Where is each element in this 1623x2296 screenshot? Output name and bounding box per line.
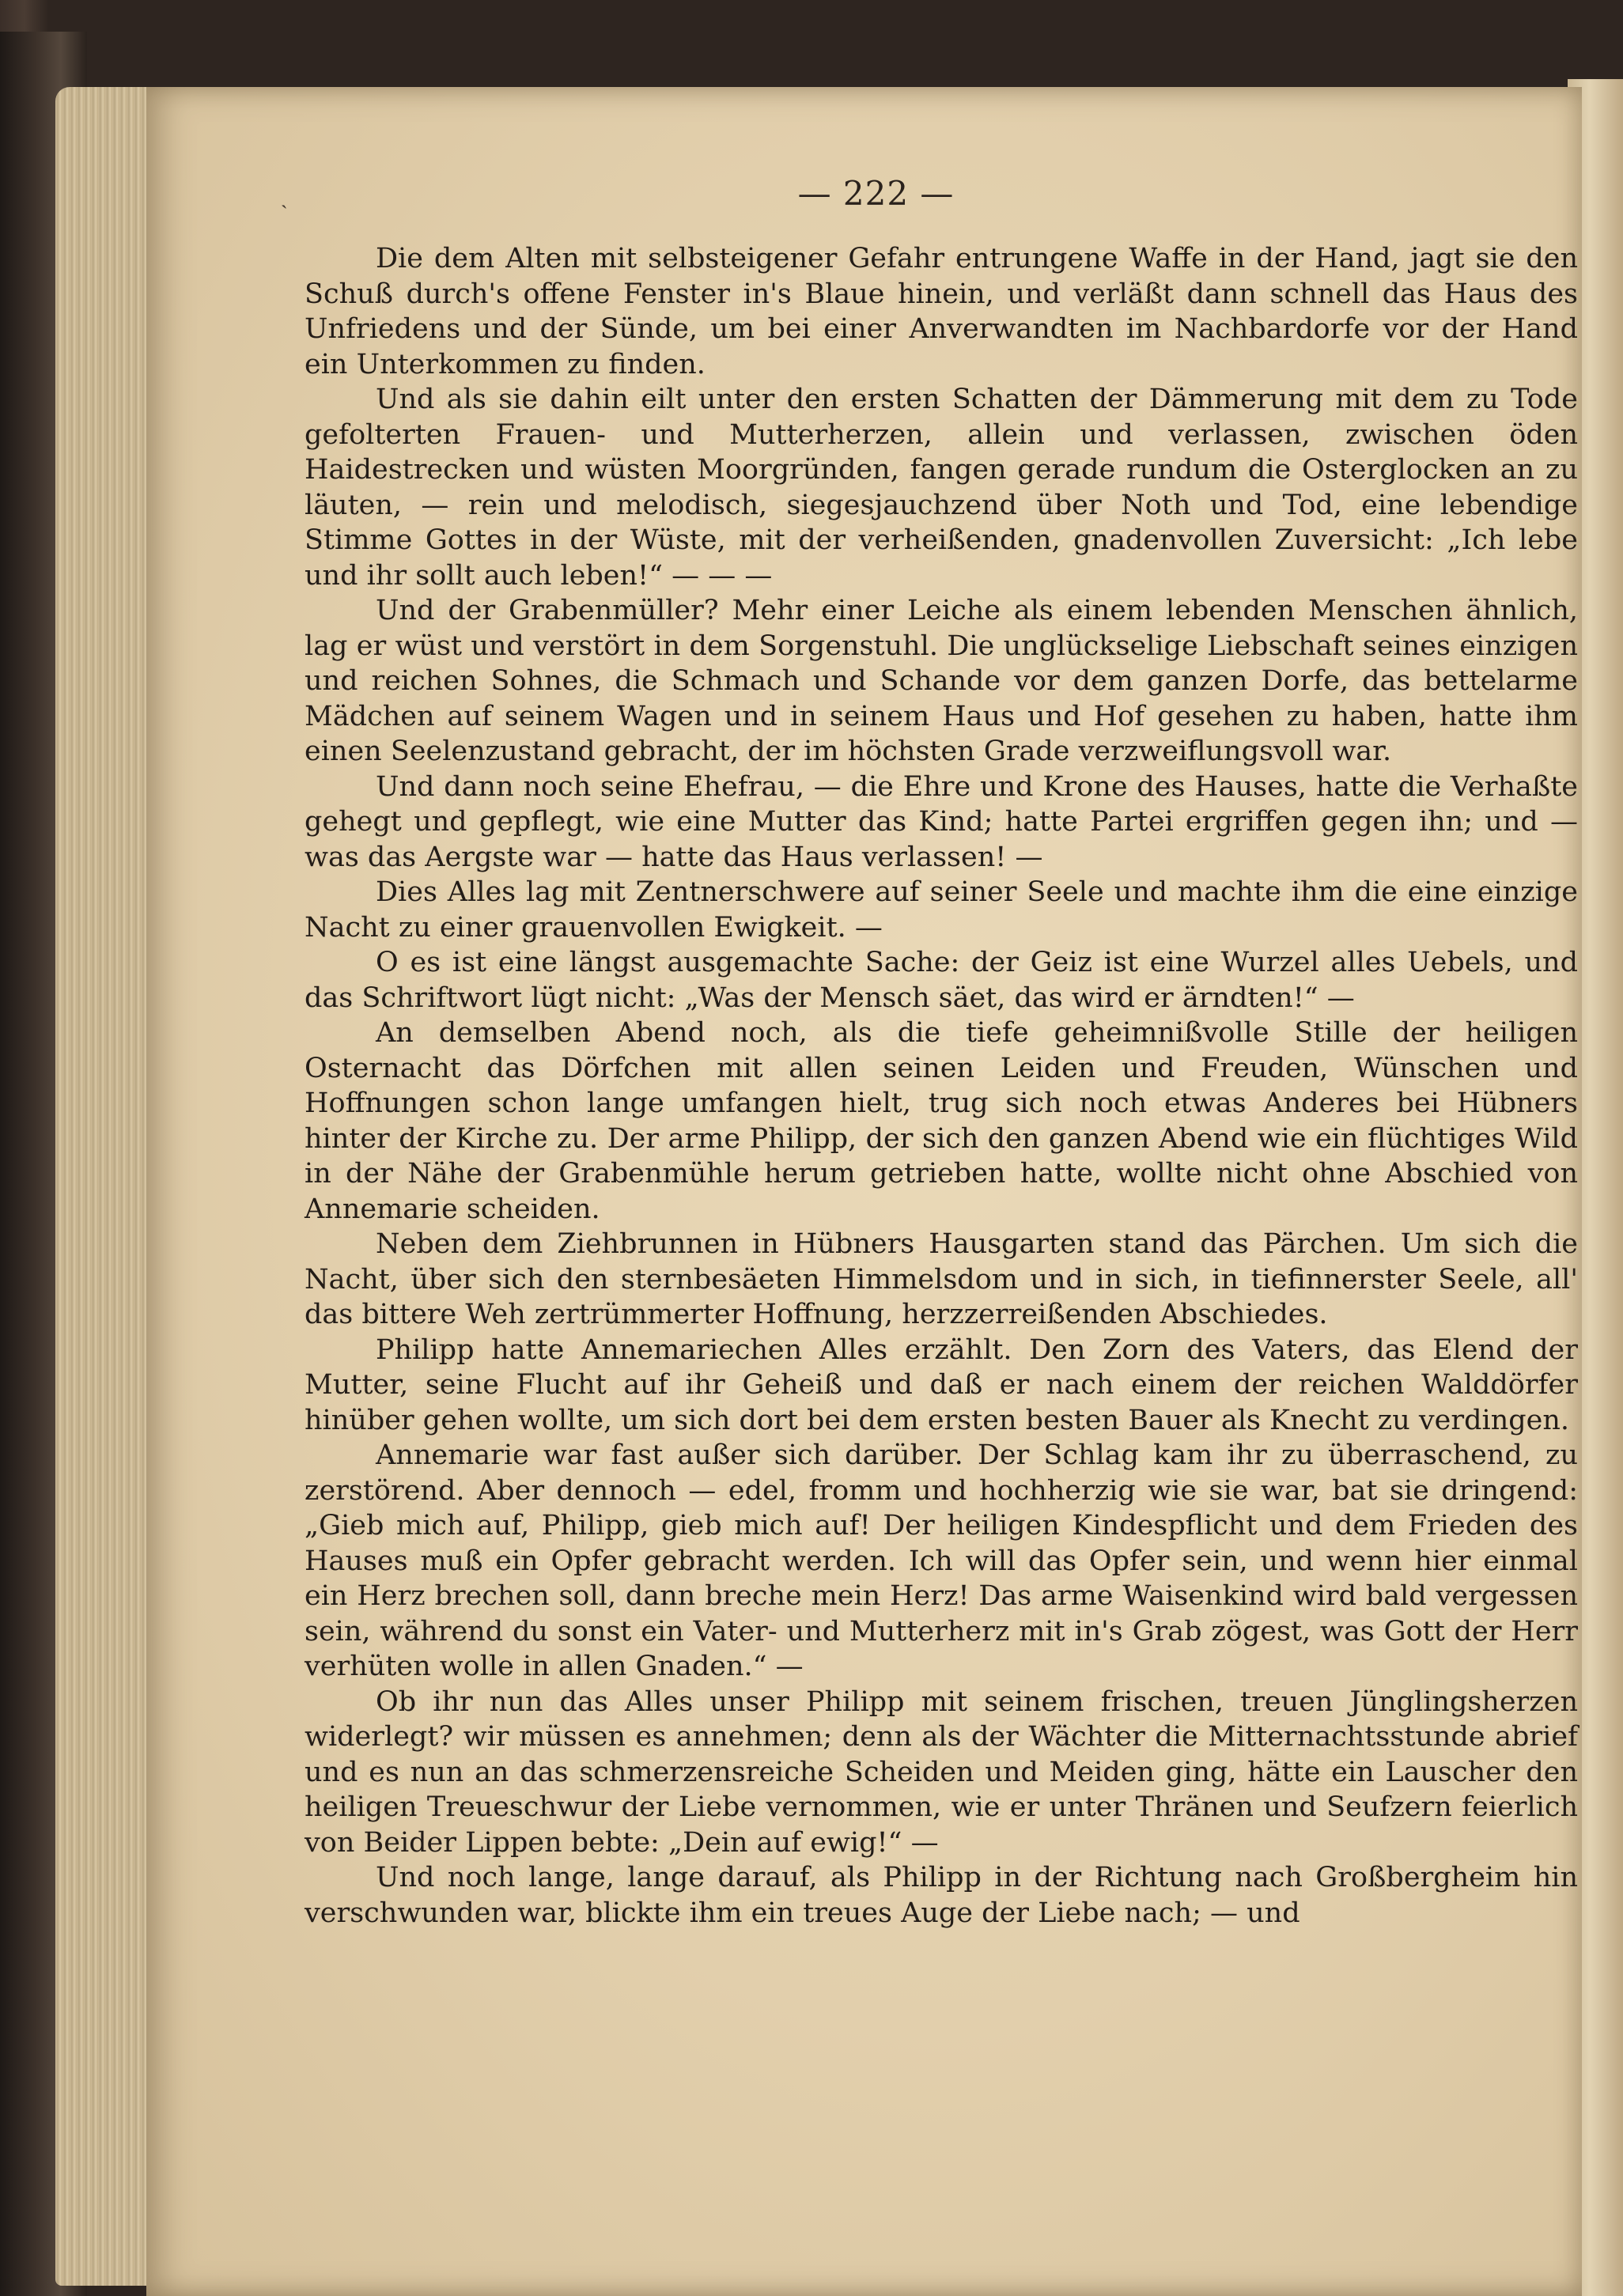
paragraph: Ob ihr nun das Alles unser Philipp mit seinem frischen, treuen Jünglingsherzen widerlegt? wir müssen es annehmen; denn als der Wächter die Mitternachtsstunde abrief und es nun an das schmerzensreiche Scheiden und Meiden ging, hätte ein Lauscher den heiligen Treueschwur der Liebe vernommen, wie er unter Thränen und Seufzern feierlich von Beider Lippen bebte: „Dein auf ewig!“ — (305, 1685, 1578, 1859)
paragraph: Annemarie war fast außer sich darüber. Der Schlag kam ihr zu überraschend, zu zerstörend. Aber dennoch — edel, fromm und hochherzig wie sie war, bat sie dringend: „Gieb mich auf, Philipp, gieb mich auf! Der heiligen Kindespflicht und dem Frieden des Hauses muß ein Opfer gebracht werden. Ich will das Opfer sein, und wenn hier einmal ein Herz brechen soll, dann breche mein Herz! Das arme Waisenkind wird bald vergessen sein, während du sonst ein Vater- und Mutterherz mit in's Grab zögest, was Gott der Herr verhüten wolle in allen Gnaden.“ — (305, 1439, 1578, 1682)
page-text (305, 241, 1578, 1931)
paragraph: Und dann noch seine Ehefrau, — die Ehre und Krone des Hauses, hatte die Verhaßte gehegt und gepflegt, wie eine Mutter das Kind; hatte Partei ergriffen gegen ihn; und — was das Aergste war — hatte das Haus verlassen! — (305, 770, 1578, 873)
paragraph: Philipp hatte Annemariechen Alles erzählt. Den Zorn des Vaters, das Elend der Mutter, seine Flucht auf ihr Geheiß und daß er nach einem der reichen Walddörfer hinüber gehen wollte, um sich dort bei dem ersten besten Bauer als Knecht zu verdingen. (305, 1333, 1578, 1436)
paragraph: Und der Grabenmüller? Mehr einer Leiche als einem lebenden Menschen ähnlich, lag er wüst und verstört in dem Sorgenstuhl. Die unglückselige Liebschaft seines einzigen und reichen Sohnes, die Schmach und Schande vor dem ganzen Dorfe, das bettelarme Mädchen auf seinem Wagen und in seinem Haus und Hof gesehen zu haben, hatte ihm einen Seelenzustand gebracht, der im höchsten Grade verzweiflungsvoll war. (305, 595, 1578, 767)
paragraph: O es ist eine längst ausgemachte Sache: der Geiz ist eine Wurzel alles Uebels, und das Schriftwort lügt nicht: „Was der Mensch säet, das wird er ärndten!“ — (305, 947, 1578, 1014)
book-page (146, 87, 1582, 2296)
paragraph: Und noch lange, lange darauf, als Philipp in der Richtung nach Großbergheim hin verschwunden war, blickte ihm ein treues Auge der Liebe nach; — und (305, 1862, 1578, 1929)
paragraph: Dies Alles lag mit Zentnerschwere auf seiner Seele und machte ihm die eine einzige Nacht zu einer grauenvollen Ewigkeit. — (305, 876, 1578, 944)
page-number: — 222 — (797, 174, 955, 213)
paragraph: Die dem Alten mit selbsteigener Gefahr entrungene Waffe in der Hand, jagt sie den Schuß durch's offene Fenster in's Blaue hinein, und verläßt dann schnell das Haus des Unfriedens und der Sünde, um bei einer Anverwandten im Nachbardorfe vor der Hand ein Unterkommen zu finden. (305, 243, 1578, 380)
paragraph: An demselben Abend noch, als die tiefe geheimnißvolle Stille der heiligen Osternacht das Dörfchen mit allen seinen Leiden und Freuden, Wünschen und Hoffnungen schon lange umfangen hielt, trug sich noch etwas Anderes bei Hübners hinter der Kirche zu. Der arme Philipp, der sich den ganzen Abend wie ein flüchtiges Wild in der Nähe der Grabenmühle herum getrieben hatte, wollte nicht ohne Abschied von Annemarie scheiden. (305, 1017, 1578, 1225)
page-mark: ˎ (281, 186, 288, 210)
page-edges-left (55, 87, 158, 2286)
paragraph: Und als sie dahin eilt unter den ersten Schatten der Dämmerung mit dem zu Tode gefolterten Frauen- und Mutterherzen, allein und verlassen, zwischen öden Haidestrecken und wüsten Moorgründen, fangen gerade rundum die Osterglocken an zu läuten, — rein und melodisch, siegesjauchzend über Noth und Tod, eine lebendige Stimme Gottes in der Wüste, mit der verheißenden, gnadenvollen Zuversicht: „Ich lebe und ihr sollt auch leben!“ — — — (305, 384, 1578, 592)
paragraph: Neben dem Ziehbrunnen in Hübners Hausgarten stand das Pärchen. Um sich die Nacht, über sich den sternbesäeten Himmelsdom und in sich, in tiefinnerster Seele, all' das bittere Weh zertrümmerter Hoffnung, herzzerreißenden Abschiedes. (305, 1228, 1578, 1330)
